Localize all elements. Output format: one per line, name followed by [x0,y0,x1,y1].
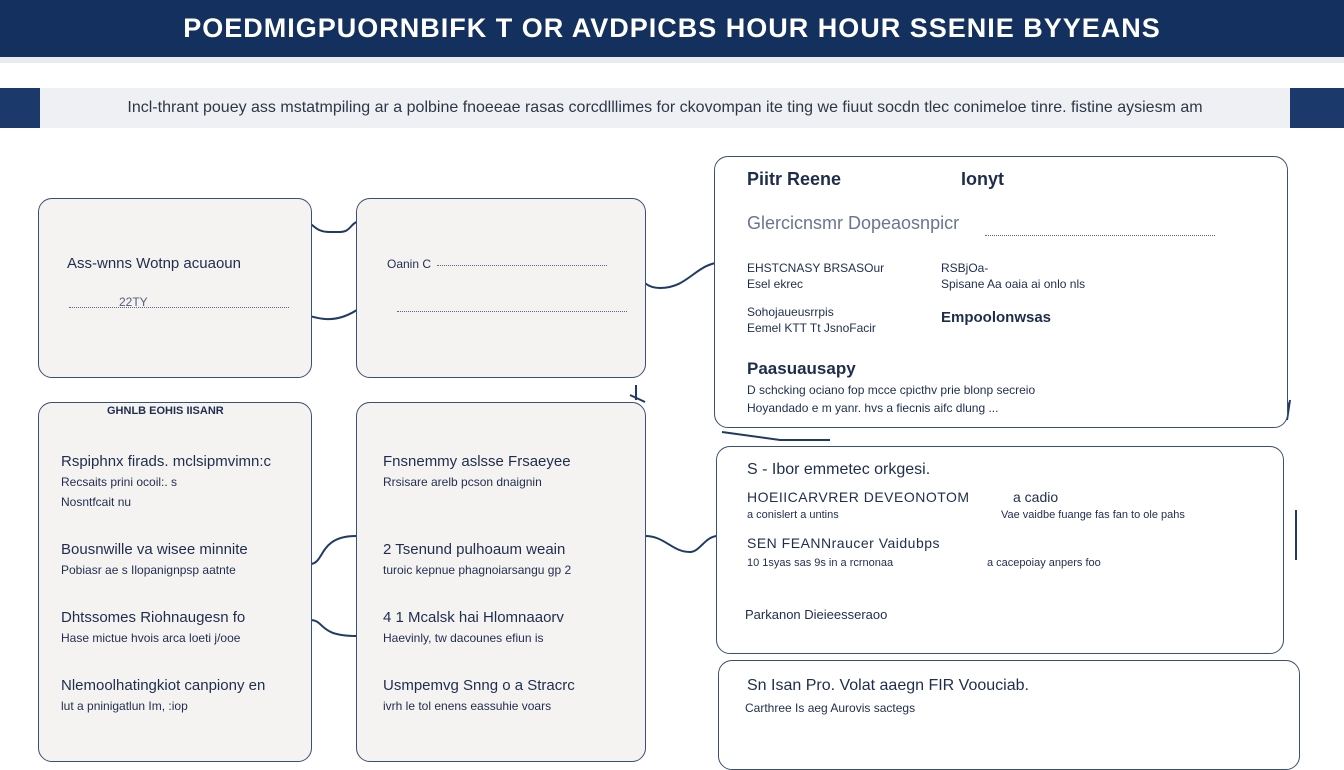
right-middle-row-3: Parkanon Dieieesseraoo [745,607,888,622]
title-divider [0,57,1344,63]
left-column-heading: GHNLB EOHIS IISANR [107,405,224,417]
page-title: POEDMIGPUORNBIFK T OR AVDPICBS HOUR HOUR SSENIE BYYEANS [0,0,1344,57]
node-a-label: Ass-wnns Wotnp acuaoun [67,255,241,272]
middle-item-3-line-1: Haevinly, tw dacounes efiun is [383,631,544,645]
left-column-panel [38,402,312,762]
right-middle-row-1-right: a cadio [1013,489,1059,505]
right-top-section-line-1: D schcking ociano fop mcce cpicthv prie blonp secreio [747,383,1036,397]
right-middle-row-1-sub-right: Vae vaidbe fuange fas fan to ole pahs [1001,509,1185,521]
left-item-3-line-1: Hase mictue hvois arca loeti j/ooe [61,631,241,645]
right-middle-heading: S - Ibor emmetec orkgesi. [747,461,931,478]
node-b-label: Oanin C [387,257,432,271]
right-top-row-3-right: Empoolonwsas [941,309,1052,326]
right-top-row-2-right-1: RSBjOa- [941,261,989,275]
node-b-divider-2 [397,311,627,312]
right-middle-row-2-sub-left: 10 1syas sas 9s in a rcrnonaa [747,557,894,569]
right-top-section-title: Paasuausapy [747,359,856,378]
middle-item-1-line-1: Rrsisare arelb pcson dnaignin [383,475,542,489]
middle-item-2-title: 2 Tsenund pulhoaum weain [383,541,566,558]
left-item-1-line-2: Nosntfcait nu [61,495,132,509]
middle-item-2-line-1: turoic kepnue phagnoiarsangu gp 2 [383,563,572,577]
right-bottom-subtitle: Carthree Is aeg Aurovis sactegs [745,701,916,715]
right-middle-row-2-sub-right: a cacepoiay anpers foo [987,557,1101,569]
left-item-1-title: Rspiphnx firads. mclsipmvimn:c [61,453,272,470]
node-b-divider-1 [437,265,607,266]
right-top-row-1: Glercicnsmr Dopeaosnpicr [747,213,960,233]
left-item-2-line-1: Pobiasr ae s Ilopanignpsp aatnte [61,563,236,577]
right-top-row-3-left-1: Sohojaueusrrpis [747,305,834,319]
subtitle-banner [0,88,1344,128]
node-a-divider [69,307,289,308]
right-top-section-line-2: Hoyandado e m yanr. hvs a fiecnis aifc dlung ... [747,401,999,415]
node-box-b[interactable] [356,198,646,378]
left-item-1-line-1: Recsaits prini ocoil:. s [61,475,178,489]
right-top-row-2-left-1: EHSTCNASY BRSASOur [747,261,885,275]
right-middle-panel [716,446,1284,654]
middle-item-1-title: Fnsnemmy aslsse Frsaeyee [383,453,571,470]
left-item-3-title: Dhtssomes Riohnaugesn fo [61,609,246,626]
left-item-4-title: Nlemoolhatingkiot canpiony en [61,677,266,694]
middle-item-3-title: 4 1 Mcalsk hai Hlomnaaorv [383,609,564,626]
right-top-header-right: Ionyt [961,169,1004,189]
middle-item-4-title: Usmpemvg Snng o a Stracrc [383,677,575,694]
right-top-header-left: Piitr Reene [747,169,842,189]
right-bottom-panel [718,660,1300,770]
right-top-row-2-right-2: Spisane Aa oaia ai onlo nls [941,277,1086,291]
right-top-divider-1 [985,235,1215,236]
right-middle-row-1-sub-left: a conislert a untins [747,509,839,521]
right-bottom-title: Sn Isan Pro. Volat aaegn FIR Voouciab. [747,677,1029,694]
right-top-row-2-left-2: Esel ekrec [747,277,804,291]
middle-item-4-line-1: ivrh le tol enens eassuhie voars [383,699,552,713]
right-middle-row-2: SEN FEANNraucer Vaidubps [747,535,941,551]
middle-column-panel [356,402,646,762]
right-middle-row-1: HOEIICARVRER DEVEONOTOM [747,489,970,505]
right-top-panel [714,156,1288,428]
node-a-value: 22TY [119,295,148,309]
right-top-row-3-left-2: Eemel KTT Tt JsnoFacir [747,321,876,335]
node-box-a[interactable] [38,198,312,378]
subtitle-text: Incl-thrant pouey ass mstatmpiling ar a polbine fnoeeae rasas corcdlllimes for ckovompan ite ting we fiuut socdn tlec conimeloe tinre. fistine aysiesm am [40,88,1290,128]
left-item-4-line-1: lut a pninigatlun Im, :iop [61,699,188,713]
left-item-2-title: Bousnwille va wisee minnite [61,541,248,558]
